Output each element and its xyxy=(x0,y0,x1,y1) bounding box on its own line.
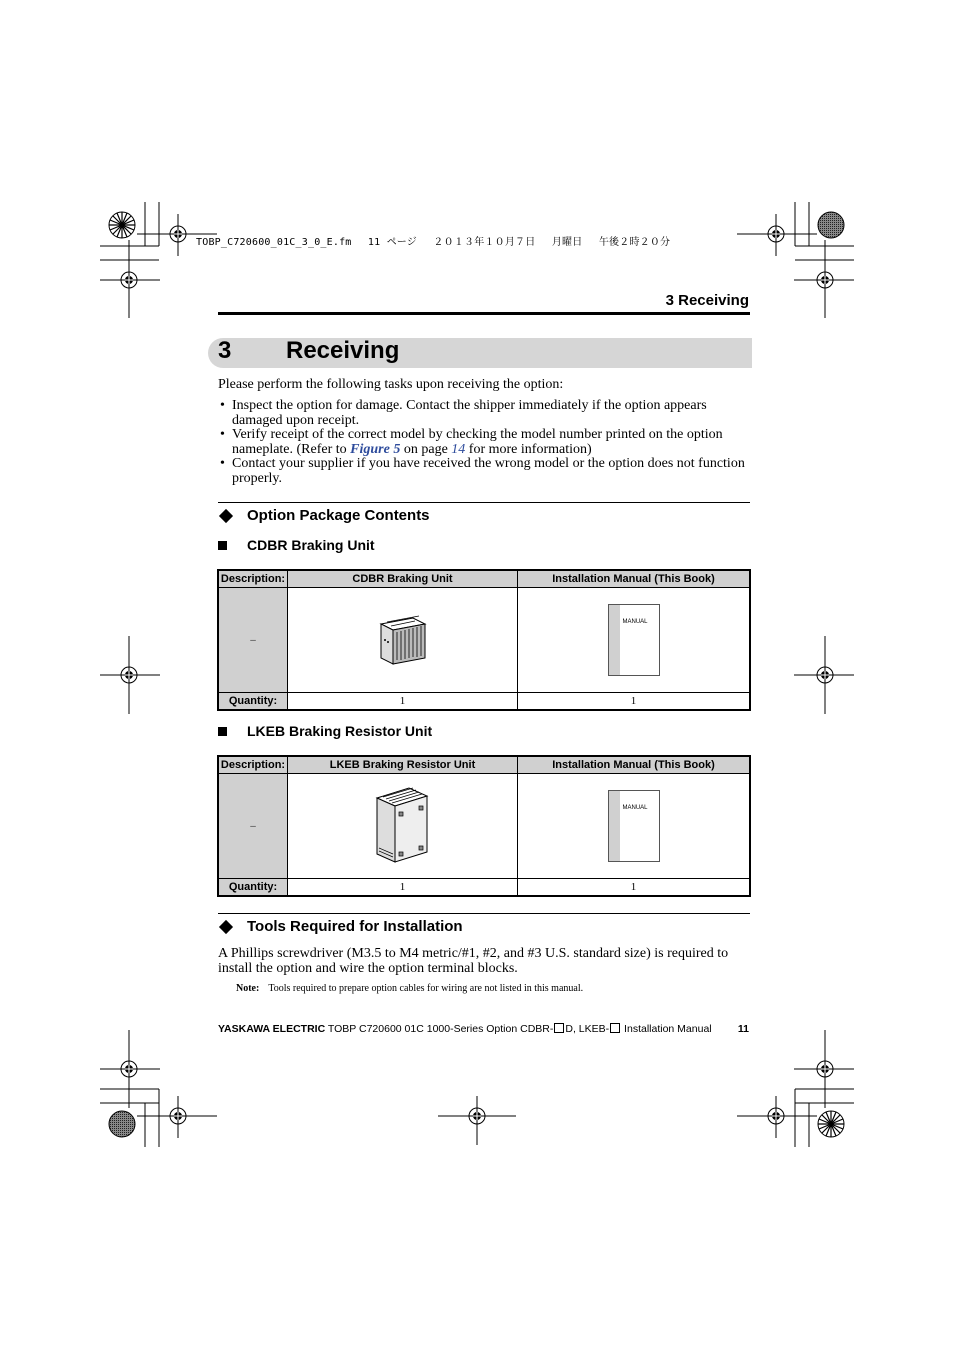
manual-image-cell xyxy=(518,588,751,693)
subsection-heading xyxy=(218,537,375,553)
section-title: Tools Required for Installation xyxy=(247,918,463,935)
list-item xyxy=(218,428,748,457)
diamond-bullet-icon xyxy=(219,919,233,933)
subsection-title: CDBR Braking Unit xyxy=(247,537,375,553)
cdbr-unit-image xyxy=(288,588,518,693)
manual-image-cell xyxy=(518,774,751,879)
footer-company: YASKAWA ELECTRIC xyxy=(218,1023,326,1035)
subsection-heading xyxy=(218,723,432,739)
note-text: Tools required to prepare option cables for wiring are not listed in this manual. xyxy=(268,983,584,994)
section-heading xyxy=(218,507,430,524)
placeholder-box-icon xyxy=(554,1023,564,1033)
section-rule xyxy=(218,502,750,503)
footer-text: Installation Manual xyxy=(621,1023,712,1035)
list-item-text: Verify receipt of the correct model by checking the model number printed on the option nameplate. (Refer to xyxy=(232,427,723,457)
note-label: Note: xyxy=(236,983,260,994)
running-header: 3 Receiving xyxy=(665,292,749,309)
lkeb-unit-image xyxy=(288,774,518,879)
intro-text: Please perform the following tasks upon receiving the option: xyxy=(218,377,564,392)
note xyxy=(236,983,583,994)
list-item: • Contact your supplier if you have received the wrong model or the option does not function properly. xyxy=(218,457,748,486)
table-cell: Quantity: xyxy=(218,693,288,711)
chapter-title: Receiving xyxy=(286,337,400,364)
table-header: CDBR Braking Unit xyxy=(288,570,518,588)
section-title: Option Package Contents xyxy=(247,507,430,524)
table-header: Description: xyxy=(218,756,288,774)
chapter-number: 3 xyxy=(218,337,232,364)
section-rule xyxy=(218,913,750,914)
figure-link[interactable]: Figure 5 xyxy=(350,441,401,457)
square-bullet-icon xyxy=(218,727,227,736)
table-cell: 1 xyxy=(518,879,751,897)
diamond-bullet-icon xyxy=(219,508,233,522)
table-cell: 1 xyxy=(288,693,518,711)
tools-text: A Phillips screwdriver (M3.5 to M4 metric/#1, #2, and #3 U.S. standard size) is required to install the option and wire the option terminal blocks. xyxy=(218,946,729,976)
header-rule xyxy=(218,312,750,315)
table-header: Description: xyxy=(218,570,288,588)
table-cell: Quantity: xyxy=(218,879,288,897)
braking-unit-illustration xyxy=(375,608,431,668)
list-item-text: for more information) xyxy=(465,441,592,457)
manual-book-icon xyxy=(608,790,660,862)
subsection-title: LKEB Braking Resistor Unit xyxy=(247,723,433,739)
table-header: LKEB Braking Resistor Unit xyxy=(288,756,518,774)
lkeb-contents-table xyxy=(217,755,751,897)
square-bullet-icon xyxy=(218,541,227,550)
print-slug: TOBP_C720600_01C_3_0_E.fm 11 ページ ２０１３年１０月７日 月曜日 午後２時２０分 xyxy=(196,237,671,248)
manual-label: MANUAL xyxy=(622,619,648,625)
table-cell: – xyxy=(218,588,288,693)
resistor-unit-illustration xyxy=(373,782,433,866)
table-cell: – xyxy=(218,774,288,879)
table-cell: 1 xyxy=(518,693,751,711)
section-heading xyxy=(218,918,463,935)
table-header: Installation Manual (This Book) xyxy=(518,570,751,588)
footer-text: D, LKEB- xyxy=(565,1023,610,1035)
footer-text: TOBP C720600 01C 1000-Series Option CDBR- xyxy=(325,1023,554,1035)
manual-label: MANUAL xyxy=(622,805,648,811)
list-item-text: on page xyxy=(400,441,452,457)
table-cell: 1 xyxy=(288,879,518,897)
cdbr-contents-table xyxy=(217,569,751,711)
list-item: • Inspect the option for damage. Contact the shipper immediately if the option appears damaged upon receipt. xyxy=(218,399,748,428)
placeholder-box-icon xyxy=(610,1023,620,1033)
page-footer xyxy=(218,1023,712,1035)
manual-book-icon xyxy=(608,604,660,676)
page-number: 11 xyxy=(737,1023,749,1035)
task-list xyxy=(218,399,748,486)
page-link[interactable]: 14 xyxy=(451,441,466,457)
table-header: Installation Manual (This Book) xyxy=(518,756,751,774)
